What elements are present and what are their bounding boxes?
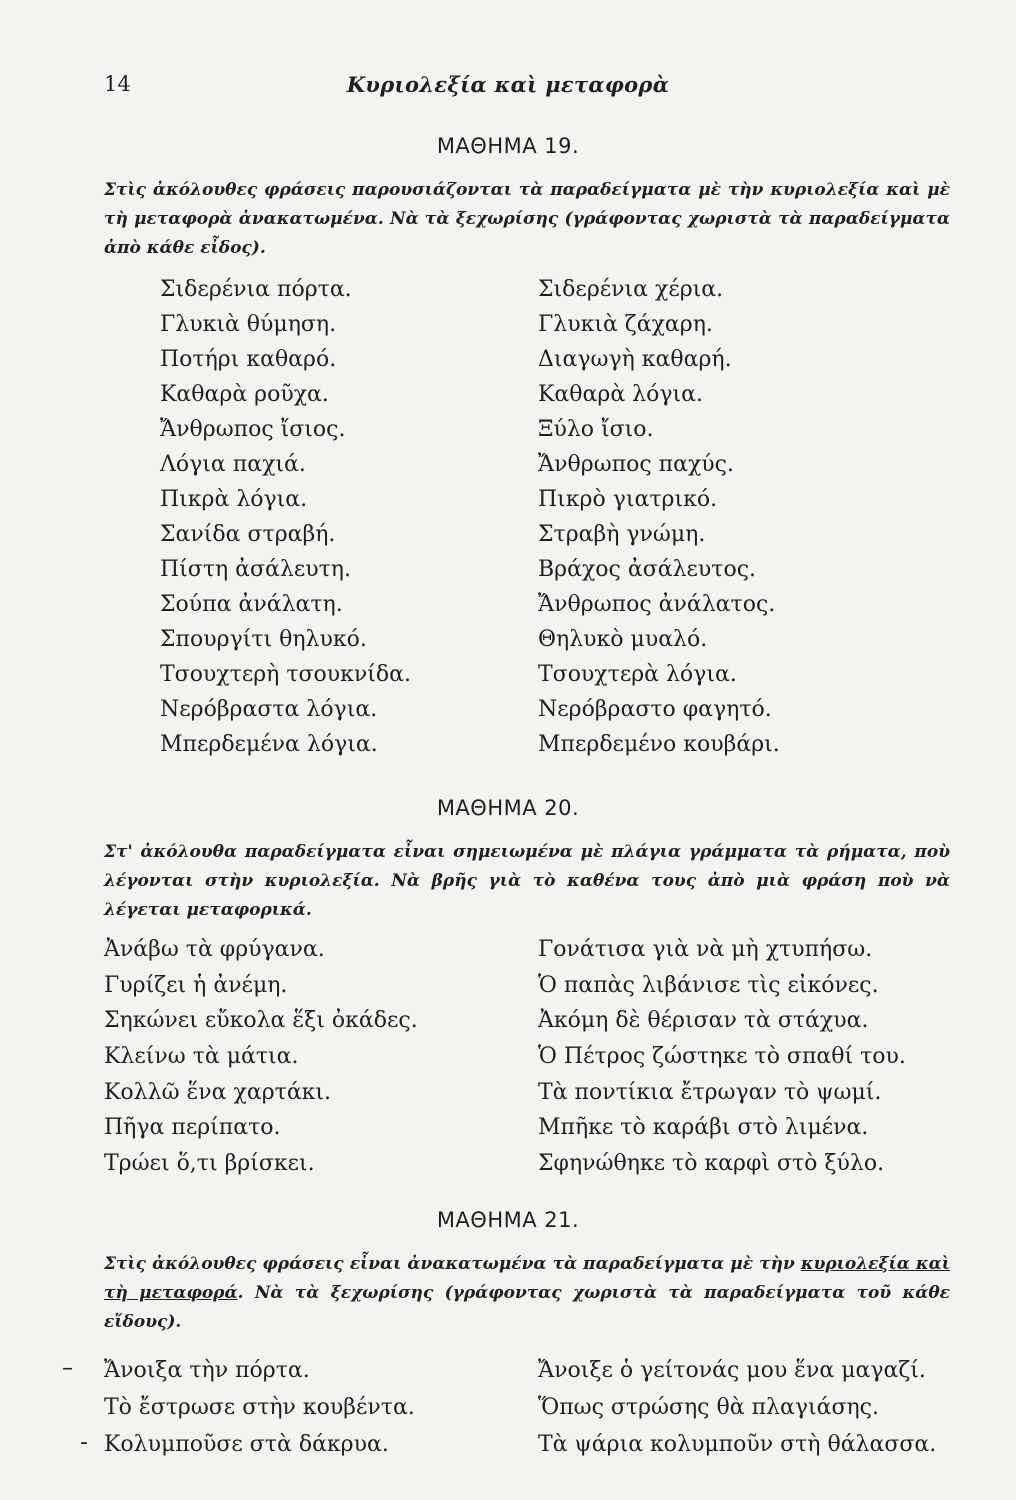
- list-item: Κολυμποῦσε στὰ δάκρυα.: [104, 1432, 389, 1457]
- list-item: Τρώει ὅ,τι βρίσκει.: [104, 1151, 315, 1177]
- lesson-21-instruction: Στὶς ἀκόλουθες φράσεις εἶναι ἀνακατωμένα τὰ παραδείγματα μὲ τὴν κυριολεξία καὶ τὴ μεταφορά. Νὰ τὰ ξεχωρίσης (γράφοντας χωριστὰ τὰ παραδείγματα τοῦ κάθε εἴδους).: [104, 1254, 950, 1332]
- margin-mark: -: [80, 1430, 88, 1455]
- list-item: Ἀνάβω τὰ φρύγανα.: [104, 937, 325, 962]
- margin-mark: –: [62, 1356, 73, 1381]
- list-item: Γυρίζει ἡ ἀνέμη.: [104, 972, 288, 998]
- lesson-21-right-column: [538, 1352, 936, 1463]
- running-head: Κυριολεξία καὶ μεταφορὰ: [346, 72, 670, 97]
- list-item: Πικρὰ λόγια.: [160, 487, 308, 512]
- lesson-21-left-column: [104, 1352, 415, 1463]
- list-item: Ὅπως στρώσης θὰ πλαγιάσης.: [538, 1395, 879, 1420]
- list-item: Πικρὸ γιατρικό.: [538, 487, 718, 512]
- list-item: Ποτήρι καθαρό.: [160, 347, 337, 372]
- list-item: Τὰ ψάρια κολυμποῦν στὴ θάλασσα.: [538, 1432, 937, 1457]
- list-item: Καθαρὰ ροῦχα.: [160, 382, 329, 407]
- underlined-phrase: κυριολεξία καὶ τὴ μεταφορά: [104, 1254, 950, 1303]
- list-item: Ἄνθρωπος παχύς.: [538, 452, 734, 477]
- list-item: Πῆγα περίπατο.: [104, 1115, 281, 1141]
- lesson-20-left-column: [104, 932, 418, 1182]
- list-item: Θηλυκὸ μυαλό.: [538, 627, 708, 652]
- list-item: Κλείνω τὰ μάτια.: [104, 1044, 299, 1070]
- list-item: Γλυκιὰ θύμηση.: [160, 312, 337, 337]
- list-item: Τσουχτερὴ τσουκνίδα.: [160, 662, 411, 687]
- list-item: Ὁ Πέτρος ζώστηκε τὸ σπαθί του.: [538, 1044, 906, 1070]
- page-number: 14: [104, 72, 131, 96]
- list-item: Σιδερένια χέρια.: [538, 277, 724, 302]
- list-item: Νερόβραστο φαγητό.: [538, 697, 772, 722]
- list-item: Ἄνοιξε ὁ γείτονάς μου ἕνα μαγαζί.: [538, 1358, 926, 1383]
- list-item: Τσουχτερὰ λόγια.: [538, 662, 737, 687]
- list-item: Ἄνθρωπος ἀνάλατος.: [538, 592, 776, 617]
- lesson-19-right-column: [538, 272, 780, 762]
- list-item: Μπερδεμένα λόγια.: [160, 732, 378, 757]
- list-item: Ἄνοιξα τὴν πόρτα.: [104, 1358, 310, 1383]
- list-item: Σανίδα στραβή.: [160, 522, 336, 547]
- list-item: Ἄνθρωπος ἴσιος.: [160, 417, 346, 442]
- list-item: Μπῆκε τὸ καράβι στὸ λιμένα.: [538, 1115, 869, 1141]
- list-item: Γονάτισα γιὰ νὰ μὴ χτυπήσω.: [538, 937, 873, 962]
- list-item: Σηκώνει εὔκολα ἕξι ὀκάδες.: [104, 1008, 418, 1034]
- list-item: Νερόβραστα λόγια.: [160, 697, 378, 722]
- list-item: Ξύλο ἴσιο.: [538, 417, 654, 442]
- lesson-19-instruction: Στὶς ἀκόλουθες φράσεις παρουσιάζονται τὰ παραδείγματα μὲ τὴν κυριολεξία καὶ μὲ τὴ μεταφορὰ ἀνακατωμένα. Νὰ τὰ ξεχωρίσης (γράφοντας χωριστὰ τὰ παραδείγματα ἀπὸ κάθε εἶδος).: [104, 180, 950, 258]
- list-item: Καθαρὰ λόγια.: [538, 382, 703, 407]
- list-item: Σούπα ἀνάλατη.: [160, 592, 343, 617]
- list-item: Βράχος ἀσάλευτος.: [538, 557, 757, 582]
- list-item: Κολλῶ ἕνα χαρτάκι.: [104, 1079, 332, 1105]
- list-item: Στραβὴ γνώμη.: [538, 522, 706, 547]
- list-item: Σφηνώθηκε τὸ καρφὶ στὸ ξύλο.: [538, 1151, 885, 1177]
- lesson-19-left-column: [160, 272, 411, 762]
- list-item: Ἀκόμη δὲ θέρισαν τὰ στάχυα.: [538, 1008, 869, 1034]
- list-item: Μπερδεμένο κουβάρι.: [538, 732, 780, 757]
- lesson-20-title: ΜΑΘΗΜΑ 20.: [436, 796, 580, 820]
- list-item: Σπουργίτι θηλυκό.: [160, 627, 367, 652]
- lesson-21-title: ΜΑΘΗΜΑ 21.: [436, 1208, 580, 1232]
- lesson-20-right-column: [538, 932, 906, 1182]
- list-item: Διαγωγὴ καθαρή.: [538, 347, 732, 372]
- list-item: Τὸ ἔστρωσε στὴν κουβέντα.: [104, 1395, 415, 1420]
- list-item: Σιδερένια πόρτα.: [160, 277, 352, 302]
- list-item: Πίστη ἀσάλευτη.: [160, 557, 351, 582]
- lesson-20-instruction: Στ' ἀκόλουθα παραδείγματα εἶναι σημειωμένα μὲ πλάγια γράμματα τὰ ρήματα, ποὺ λέγονται στὴν κυριολεξία. Νὰ βρῆς γιὰ τὸ καθένα τους ἀπὸ μιὰ φράση ποὺ νὰ λέγεται μεταφορικά.: [104, 842, 950, 920]
- list-item: Λόγια παχιά.: [160, 452, 306, 477]
- list-item: Γλυκιὰ ζάχαρη.: [538, 312, 713, 337]
- list-item: Ὁ παπὰς λιβάνισε τὶς εἰκόνες.: [538, 972, 879, 998]
- list-item: Τὰ ποντίκια ἔτρωγαν τὸ ψωμί.: [538, 1079, 882, 1105]
- lesson-19-title: ΜΑΘΗΜΑ 19.: [436, 134, 580, 158]
